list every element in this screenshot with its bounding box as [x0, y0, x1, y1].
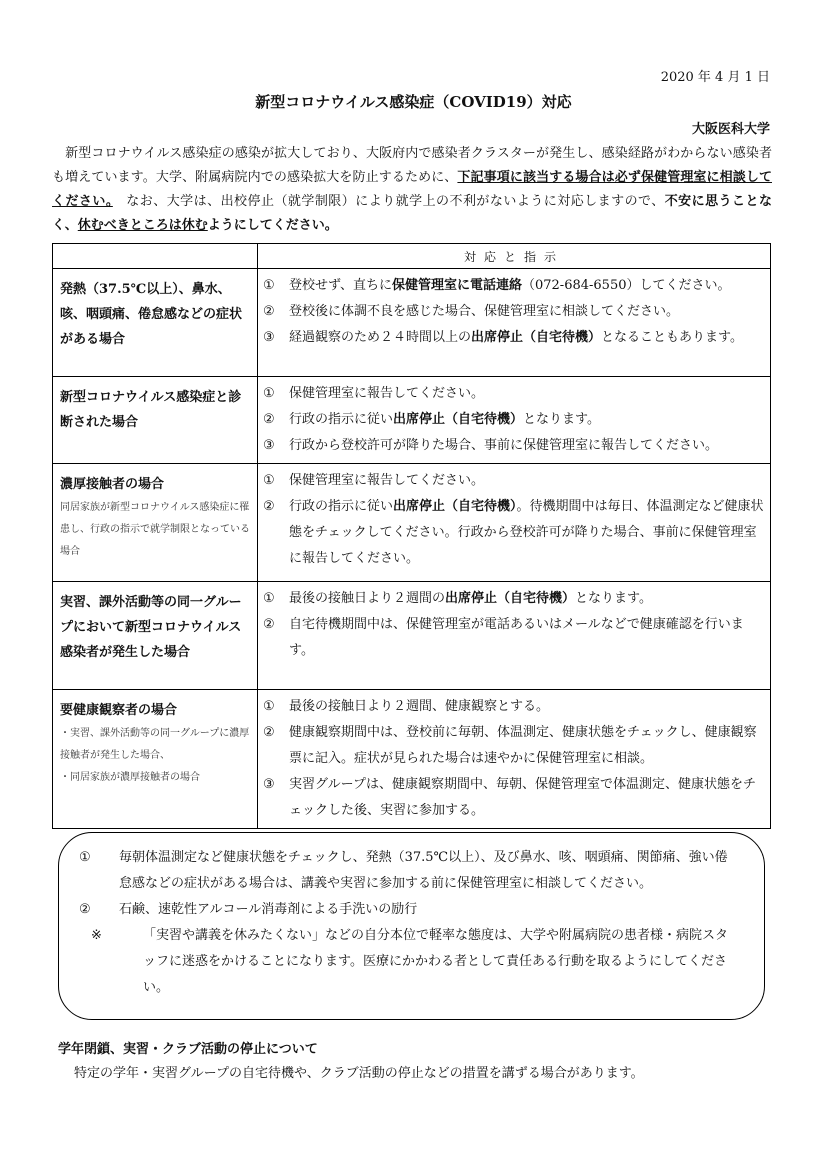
closing-title: 学年閉鎖、実習・クラブ活動の停止について — [58, 1042, 318, 1057]
notice-item-number: ① — [79, 850, 91, 865]
table-header-row — [53, 244, 771, 269]
item-number: ① — [263, 699, 275, 714]
item-text — [289, 433, 764, 459]
item-text-after: となります。 — [523, 412, 600, 427]
intro-text-1: 新型コロナウイルス感染症の感染が拡大しており、大阪府内で感染者クラスターが発生し、感染経路がわからない感染者も増えています。大学、附属病院内での感染拡大を防止するために、 — [52, 146, 772, 185]
item-number: ① — [263, 386, 275, 401]
instruction-item — [263, 433, 764, 459]
instruction-item — [263, 381, 764, 407]
instruction-cell — [258, 690, 771, 829]
situation-cell — [53, 377, 258, 464]
item-text — [289, 468, 764, 494]
notice-item-text: 石鹸、速乾性アルコール消毒剤による手洗いの励行 — [119, 902, 418, 917]
intro-text-2: なお、大学は、出校停止（就学制限）により就学上の不利がないように対応しますので、 — [112, 194, 665, 209]
notice-item-text: 毎朝体温測定など健康状態をチェックし、発熱（37.5℃以上）、及び鼻水、咳、咽頭痛、関節痛、強い倦怠感などの症状がある場合は、講義や実習に参加する前に保健管理室に相談してください。 — [119, 850, 728, 891]
instruction-item — [263, 468, 764, 494]
table-header-empty — [53, 244, 258, 269]
notice-box — [58, 832, 765, 1020]
item-text — [289, 586, 764, 612]
instruction-item — [263, 694, 764, 720]
instruction-item — [263, 612, 764, 664]
instruction-cell — [258, 269, 771, 377]
instruction-cell — [258, 464, 771, 582]
item-text-after: （072-684-6550）してください。 — [521, 278, 731, 293]
table-row — [53, 690, 771, 829]
response-table — [52, 243, 771, 829]
intro-paragraph — [52, 142, 772, 238]
situation-heading: 新型コロナウイルス感染症と診断された場合 — [60, 390, 242, 430]
item-text-bold: 出席停止（自宅待機） — [393, 499, 517, 514]
item-text-plain: 最後の接触日より２週間、健康観察とする。 — [289, 699, 550, 714]
item-text-bold: 保健管理室に電話連絡 — [391, 278, 522, 293]
situation-cell — [53, 582, 258, 690]
situation-heading: 発熱（37.5℃以上）、鼻水、咳、咽頭痛、倦怠感などの症状がある場合 — [60, 282, 243, 347]
table-row — [53, 582, 771, 690]
closing-body: 特定の学年・実習グループの自宅待機や、クラブ活動の停止などの措置を講ずる場合があります。 — [74, 1066, 644, 1081]
item-number: ② — [263, 617, 275, 632]
intro-underlined-rest: 休むべきところは休む — [77, 218, 208, 233]
item-number: ① — [263, 473, 275, 488]
situation-heading: 実習、課外活動等の同一グループにおいて新型コロナウイルス感染者が発生した場合 — [60, 595, 242, 660]
item-text-bold: 出席停止（自宅待機） — [471, 330, 602, 345]
table-body — [53, 269, 771, 829]
notice-item — [79, 845, 738, 897]
item-text-plain: 行政から登校許可が降りた場合、事前に保健管理室に報告してください。 — [289, 438, 719, 453]
instruction-cell — [258, 377, 771, 464]
item-text — [289, 407, 764, 433]
situation-note: 同居家族が新型コロナウイルス感染症に罹患し、行政の指示で就学制限となっている場合 — [60, 502, 250, 557]
item-number: ① — [263, 278, 275, 293]
item-text — [289, 494, 764, 572]
item-text — [289, 299, 764, 325]
document-date: 2020 年 4 月 1 日 — [660, 70, 770, 85]
item-number: ② — [263, 725, 275, 740]
table-header-label: 対応と指示 — [258, 244, 771, 269]
instruction-item — [263, 407, 764, 433]
item-text — [289, 772, 764, 824]
item-text-plain: 経過観察のため２４時間以上の — [289, 330, 472, 345]
instruction-item — [263, 772, 764, 824]
document-title: 新型コロナウイルス感染症（COVID19）対応 — [255, 93, 572, 111]
situation-heading: 濃厚接触者の場合 — [60, 477, 165, 492]
item-text — [289, 325, 764, 351]
instruction-item — [263, 273, 764, 299]
item-text-plain: 登校後に体調不良を感じた場合、保健管理室に相談してください。 — [289, 304, 680, 319]
instruction-item — [263, 325, 764, 351]
item-text-plain: 保健管理室に報告してください。 — [289, 473, 485, 488]
situation-cell — [53, 269, 258, 377]
instruction-item — [263, 299, 764, 325]
situation-note: ・実習、課外活動等の同一グループに濃厚接触者が発生した場合、 ・同居家族が濃厚接触者の場合 — [60, 728, 250, 783]
item-text-after: となります。 — [575, 591, 652, 606]
notice-item-text: 「実習や講義を休みたくない」などの自分本位で軽率な態度は、大学や附属病院の患者様・病院スタッフに迷惑をかけることになります。医療にかかわる者として責任ある行動を取るようにしてください。 — [143, 928, 729, 995]
intro-underlined-instruction: 下記事項に該当する場合は必ず保健管理室に相談してください。 — [52, 170, 772, 209]
item-text — [289, 720, 764, 772]
intro-bold-text-1: 不安に思うことなく、 — [52, 194, 772, 233]
item-number: ② — [263, 304, 275, 319]
item-text-plain: 保健管理室に報告してください。 — [289, 386, 485, 401]
situation-cell — [53, 690, 258, 829]
notice-item — [79, 897, 738, 923]
item-text — [289, 612, 764, 664]
item-number: ③ — [263, 330, 275, 345]
situation-heading: 要健康観察者の場合 — [60, 703, 178, 718]
intro-bold-text-2: ようにしてください。 — [207, 218, 338, 233]
notice-item — [79, 923, 738, 1001]
item-text — [289, 694, 764, 720]
item-number: ① — [263, 591, 275, 606]
table-row — [53, 464, 771, 582]
item-text-plain: 実習グループは、健康観察期間中、毎朝、保健管理室で体温測定、健康状態をチェックした後、実習に参加する。 — [289, 777, 756, 818]
item-number: ② — [263, 499, 275, 514]
notice-item-number: ※ — [91, 928, 102, 943]
situation-cell — [53, 464, 258, 582]
item-number: ② — [263, 412, 275, 427]
item-text-plain: 行政の指示に従い — [289, 499, 394, 514]
item-text — [289, 381, 764, 407]
instruction-item — [263, 586, 764, 612]
item-text-bold: 出席停止（自宅待機） — [445, 591, 576, 606]
table-row — [53, 269, 771, 377]
item-text-bold: 出席停止（自宅待機） — [393, 412, 524, 427]
item-text-plain: 自宅待機期間中は、保健管理室が電話あるいはメールなどで健康確認を行います。 — [289, 617, 744, 658]
instruction-item — [263, 494, 764, 572]
item-text-plain: 行政の指示に従い — [289, 412, 394, 427]
item-text-after: 。待機期間中は毎日、体温測定など健康状態をチェックしてください。行政から登校許可が降りた場合、事前に保健管理室に報告してください。 — [289, 499, 764, 566]
item-number: ③ — [263, 777, 275, 792]
item-text — [289, 273, 764, 299]
item-text-plain: 登校せず、直ちに — [289, 278, 392, 293]
item-number: ③ — [263, 438, 275, 453]
item-text-after: となることもあります。 — [601, 330, 743, 345]
instruction-cell — [258, 582, 771, 690]
notice-item-number: ② — [79, 902, 91, 917]
table-row — [53, 377, 771, 464]
organization-name: 大阪医科大学 — [691, 122, 770, 137]
item-text-plain: 最後の接触日より２週間の — [289, 591, 446, 606]
item-text-plain: 健康観察期間中は、登校前に毎朝、体温測定、健康状態をチェックし、健康観察票に記入。症状が見られた場合は速やかに保健管理室に相談。 — [289, 725, 757, 766]
instruction-item — [263, 720, 764, 772]
